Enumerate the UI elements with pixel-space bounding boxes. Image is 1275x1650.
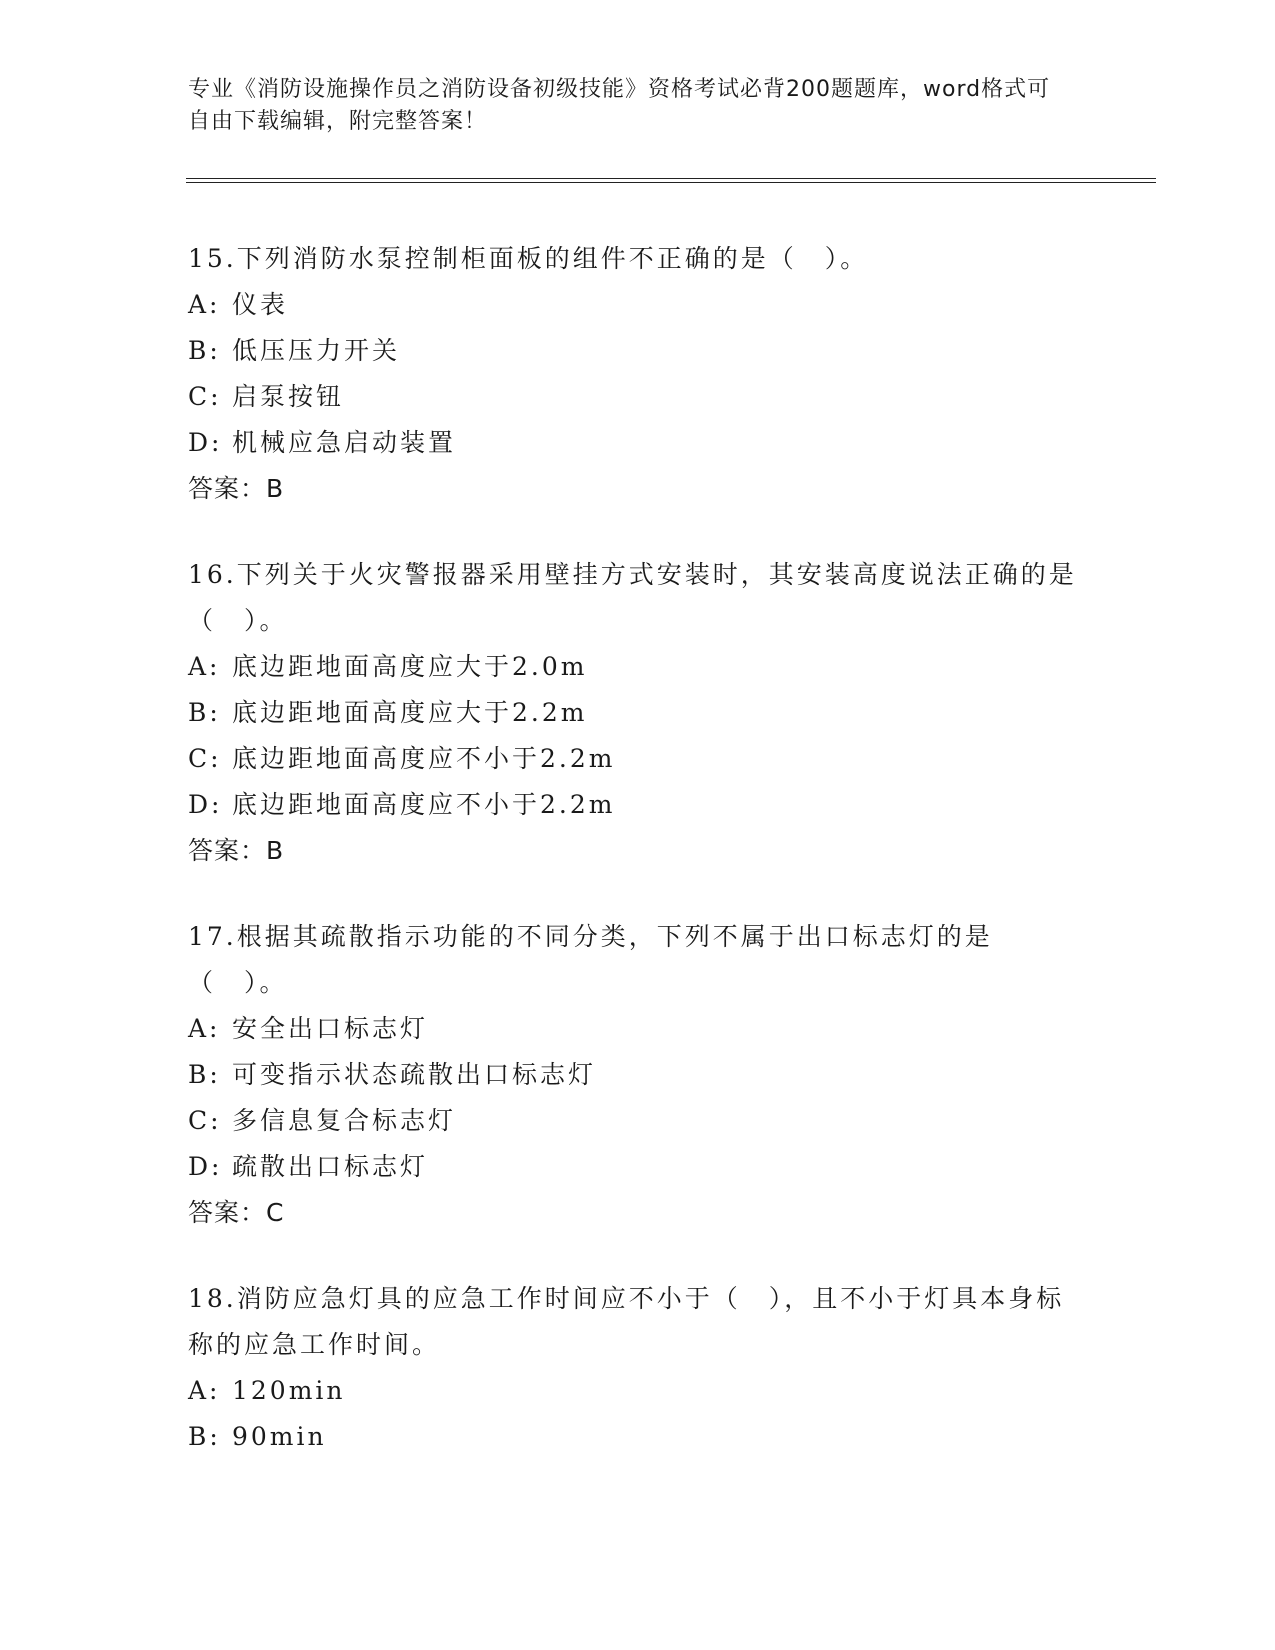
option-text: 90min — [232, 1422, 327, 1451]
question-18 — [188, 1276, 1088, 1460]
option-key: C: — [188, 744, 222, 773]
option-text: 安全出口标志灯 — [232, 1014, 429, 1043]
option-key: B: — [188, 698, 221, 727]
option-key: D: — [188, 428, 223, 457]
option-key: D: — [188, 790, 223, 819]
option-c — [188, 1098, 1088, 1144]
option-a — [188, 1006, 1088, 1052]
question-15 — [188, 236, 1088, 512]
question-16 — [188, 552, 1088, 874]
option-text: 多信息复合标志灯 — [232, 1106, 457, 1135]
option-b — [188, 1052, 1088, 1098]
header-text: 专业《消防设施操作员之消防设备初级技能》资格考试必背200题题库，word格式可自由下载编辑，附完整答案！ — [188, 77, 1051, 134]
option-c — [188, 736, 1088, 782]
option-a — [188, 1368, 1088, 1414]
option-key: A: — [188, 652, 221, 681]
option-key: C: — [188, 1106, 222, 1135]
question-stem: 17.根据其疏散指示功能的不同分类，下列不属于出口标志灯的是（ ）。 — [188, 922, 993, 997]
option-text: 低压压力开关 — [232, 336, 401, 365]
document-header — [188, 74, 1068, 138]
answer-line: 答案：C — [188, 1198, 285, 1227]
question-list — [188, 236, 1088, 1500]
option-d — [188, 420, 1088, 466]
option-key: B: — [188, 1060, 221, 1089]
option-d — [188, 1144, 1088, 1190]
option-text: 底边距地面高度应大于2.0m — [232, 652, 588, 681]
option-key: B: — [188, 336, 221, 365]
option-d — [188, 782, 1088, 828]
answer-line: 答案：B — [188, 836, 285, 865]
option-b — [188, 690, 1088, 736]
option-text: 可变指示状态疏散出口标志灯 — [232, 1060, 597, 1089]
option-text: 疏散出口标志灯 — [232, 1152, 429, 1181]
option-key: B: — [188, 1422, 221, 1451]
option-key: A: — [188, 290, 221, 319]
question-stem: 15.下列消防水泵控制柜面板的组件不正确的是（ ）。 — [188, 244, 869, 273]
question-stem: 16.下列关于火灾警报器采用壁挂方式安装时，其安装高度说法正确的是（ ）。 — [188, 560, 1077, 635]
option-c — [188, 374, 1088, 420]
option-a — [188, 282, 1088, 328]
option-key: C: — [188, 382, 222, 411]
answer-line: 答案：B — [188, 474, 285, 503]
option-key: D: — [188, 1152, 223, 1181]
option-text: 底边距地面高度应大于2.2m — [232, 698, 588, 727]
option-text: 机械应急启动装置 — [232, 428, 457, 457]
option-text: 底边距地面高度应不小于2.2m — [232, 744, 616, 773]
option-text: 仪表 — [232, 290, 289, 319]
question-17 — [188, 914, 1088, 1236]
option-b — [188, 1414, 1088, 1460]
option-text: 底边距地面高度应不小于2.2m — [232, 790, 616, 819]
option-b — [188, 328, 1088, 374]
option-key: A: — [188, 1014, 221, 1043]
option-text: 120min — [232, 1376, 346, 1405]
header-divider — [186, 178, 1156, 183]
option-text: 启泵按钮 — [232, 382, 345, 411]
question-stem: 18.消防应急灯具的应急工作时间应不小于（ ），且不小于灯具本身标称的应急工作时间。 — [188, 1284, 1065, 1359]
option-a — [188, 644, 1088, 690]
option-key: A: — [188, 1376, 221, 1405]
